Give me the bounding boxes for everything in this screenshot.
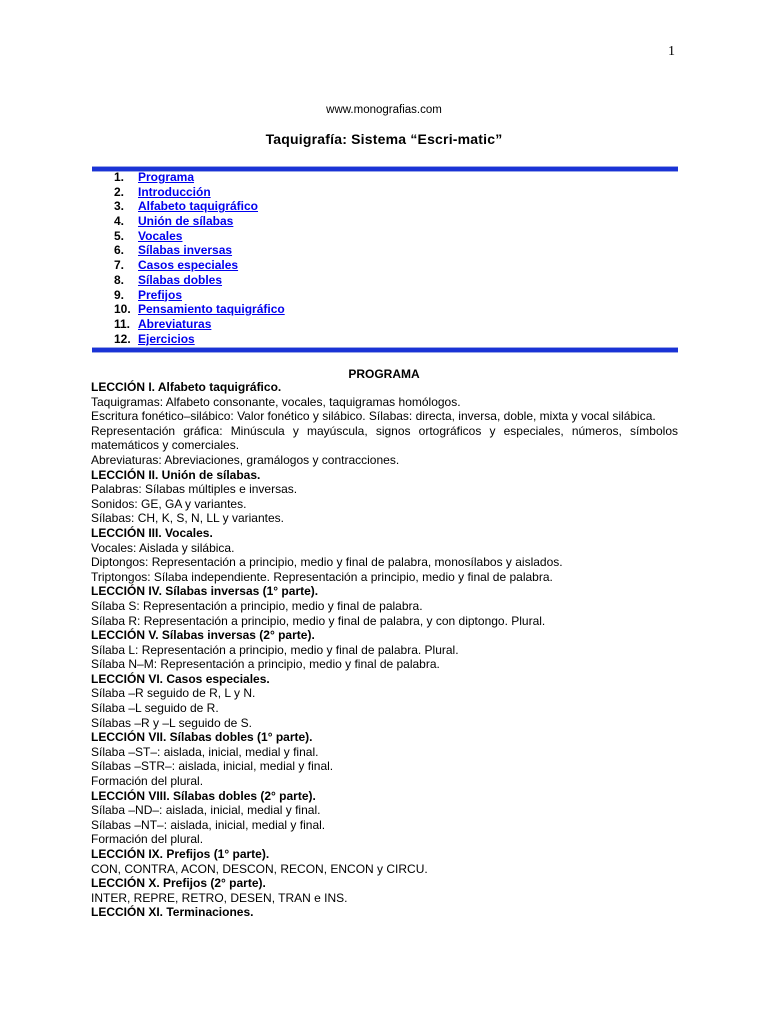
lesson-line: Representación gráfica: Minúscula y mayúscula, signos ortográficos y especiales, números, símbolos matemáticos y comerciales. [91, 423, 678, 453]
toc-item [114, 199, 285, 214]
lesson-line: CON, CONTRA, ACON, DESCON, RECON, ENCON y CIRCU. [91, 861, 428, 876]
toc-number: 5. [114, 228, 125, 243]
lesson-line: Formación del plural. [91, 832, 204, 847]
toc-number: 4. [114, 214, 125, 229]
lesson-line: Diptongos: Representación a principio, medio y final de palabra, monosílabos y aislados. [91, 555, 563, 570]
lesson-line: Sonidos: GE, GA y variantes. [91, 496, 247, 511]
lesson-line: Vocales: Aislada y silábica. [91, 540, 235, 555]
toc-number: 10. [114, 302, 131, 317]
lesson-line: Sílaba S: Representación a principio, medio y final de palabra. [91, 598, 423, 613]
lesson-line: Sílaba –R seguido de R, L y N. [91, 686, 256, 701]
toc-link[interactable]: Pensamiento taquigráfico [138, 302, 285, 317]
lesson-line: Triptongos: Sílaba independiente. Representación a principio, medio y final de palabra. [91, 569, 553, 584]
toc-number: 8. [114, 272, 125, 287]
lesson-line: Formación del plural. [91, 774, 204, 789]
lesson-heading: LECCIÓN I. Alfabeto taquigráfico. [91, 380, 282, 394]
toc-number: 1. [114, 170, 125, 184]
lesson-line: Taquigramas: Alfabeto consonante, vocales, taquigramas homólogos. [91, 394, 461, 409]
toc-number: 11. [114, 316, 131, 331]
section-heading: PROGRAMA [348, 367, 420, 381]
toc-link[interactable]: Vocales [138, 228, 183, 243]
toc-link[interactable]: Introducción [138, 184, 211, 199]
program-content [91, 380, 678, 920]
lesson-line: Escritura fonético–silábico: Valor fonético y silábico. Sílabas: directa, inversa, doble, mixta y vocal silábica. [91, 409, 656, 424]
lesson-line: Sílaba –L seguido de R. [91, 701, 219, 716]
toc-link[interactable]: Sílabas dobles [138, 272, 223, 287]
toc-item [114, 332, 285, 347]
toc-link[interactable]: Alfabeto taquigráfico [138, 199, 259, 214]
toc-number: 12. [114, 331, 131, 346]
lesson-heading: LECCIÓN VIII. Sílabas dobles (2° parte). [91, 788, 316, 803]
toc-item [114, 258, 285, 273]
lesson-line: Sílabas –NT–: aislada, inicial, medial y final. [91, 817, 326, 832]
toc-number: 7. [114, 258, 125, 273]
table-of-contents [114, 170, 285, 346]
bottom-divider [92, 347, 678, 353]
lesson-line: Sílaba N–M: Representación a principio, medio y final de palabra. [91, 657, 440, 672]
toc-number: 9. [114, 287, 125, 302]
site-url: www.monografias.com [326, 104, 442, 116]
lesson-heading: LECCIÓN III. Vocales. [91, 525, 213, 540]
document-title: Taquigrafía: Sistema “Escri-matic” [265, 131, 503, 147]
toc-item [114, 214, 285, 229]
toc-link[interactable]: Sílabas inversas [138, 243, 233, 258]
toc-link[interactable]: Abreviaturas [138, 316, 212, 331]
toc-item [114, 288, 285, 303]
lesson-line: Sílaba –ST–: aislada, inicial, medial y final. [91, 744, 319, 759]
toc-link[interactable]: Casos especiales [138, 258, 239, 273]
lesson-heading: LECCIÓN XI. Terminaciones. [91, 905, 254, 920]
lesson-heading: LECCIÓN VI. Casos especiales. [91, 671, 270, 686]
toc-item [114, 185, 285, 200]
lesson-line: Abreviaturas: Abreviaciones, gramálogos y contracciones. [91, 452, 400, 467]
toc-item [114, 243, 285, 258]
lesson-line: INTER, REPRE, RETRO, DESEN, TRAN e INS. [91, 890, 348, 905]
lesson-heading: LECCIÓN VII. Sílabas dobles (1° parte). [91, 730, 313, 745]
toc-item [114, 273, 285, 288]
lesson-line: Sílabas: CH, K, S, N, LL y variantes. [91, 511, 284, 526]
lesson-heading: LECCIÓN X. Prefijos (2° parte). [91, 876, 266, 891]
lesson-heading: LECCIÓN V. Sílabas inversas (2° parte). [91, 628, 315, 643]
toc-number: 3. [114, 199, 125, 214]
toc-item [114, 302, 285, 317]
toc-link[interactable]: Programa [138, 170, 195, 184]
toc-number: 2. [114, 184, 125, 199]
lesson-line: Sílaba –ND–: aislada, inicial, medial y final. [91, 803, 321, 818]
toc-link[interactable]: Ejercicios [138, 331, 195, 346]
lesson-line: Sílabas –R y –L seguido de S. [91, 715, 252, 730]
lesson-line: Sílaba L: Representación a principio, medio y final de palabra. Plural. [91, 642, 459, 657]
page-number: 1 [668, 44, 675, 59]
toc-link[interactable]: Prefijos [138, 287, 183, 302]
toc-item [114, 170, 285, 185]
toc-item [114, 317, 285, 332]
lesson-line: Sílaba R: Representación a principio, medio y final de palabra, y con diptongo. Plural. [91, 613, 546, 628]
toc-number: 6. [114, 243, 125, 258]
lesson-heading: LECCIÓN IV. Sílabas inversas (1° parte). [91, 584, 319, 599]
lesson-line: Palabras: Sílabas múltiples e inversas. [91, 482, 298, 497]
toc-link[interactable]: Unión de sílabas [138, 214, 234, 229]
lesson-heading: LECCIÓN IX. Prefijos (1° parte). [91, 847, 270, 861]
lesson-line: Sílabas –STR–: aislada, inicial, medial y final. [91, 759, 334, 774]
lesson-heading: LECCIÓN II. Unión de sílabas. [91, 467, 261, 482]
toc-item [114, 229, 285, 244]
